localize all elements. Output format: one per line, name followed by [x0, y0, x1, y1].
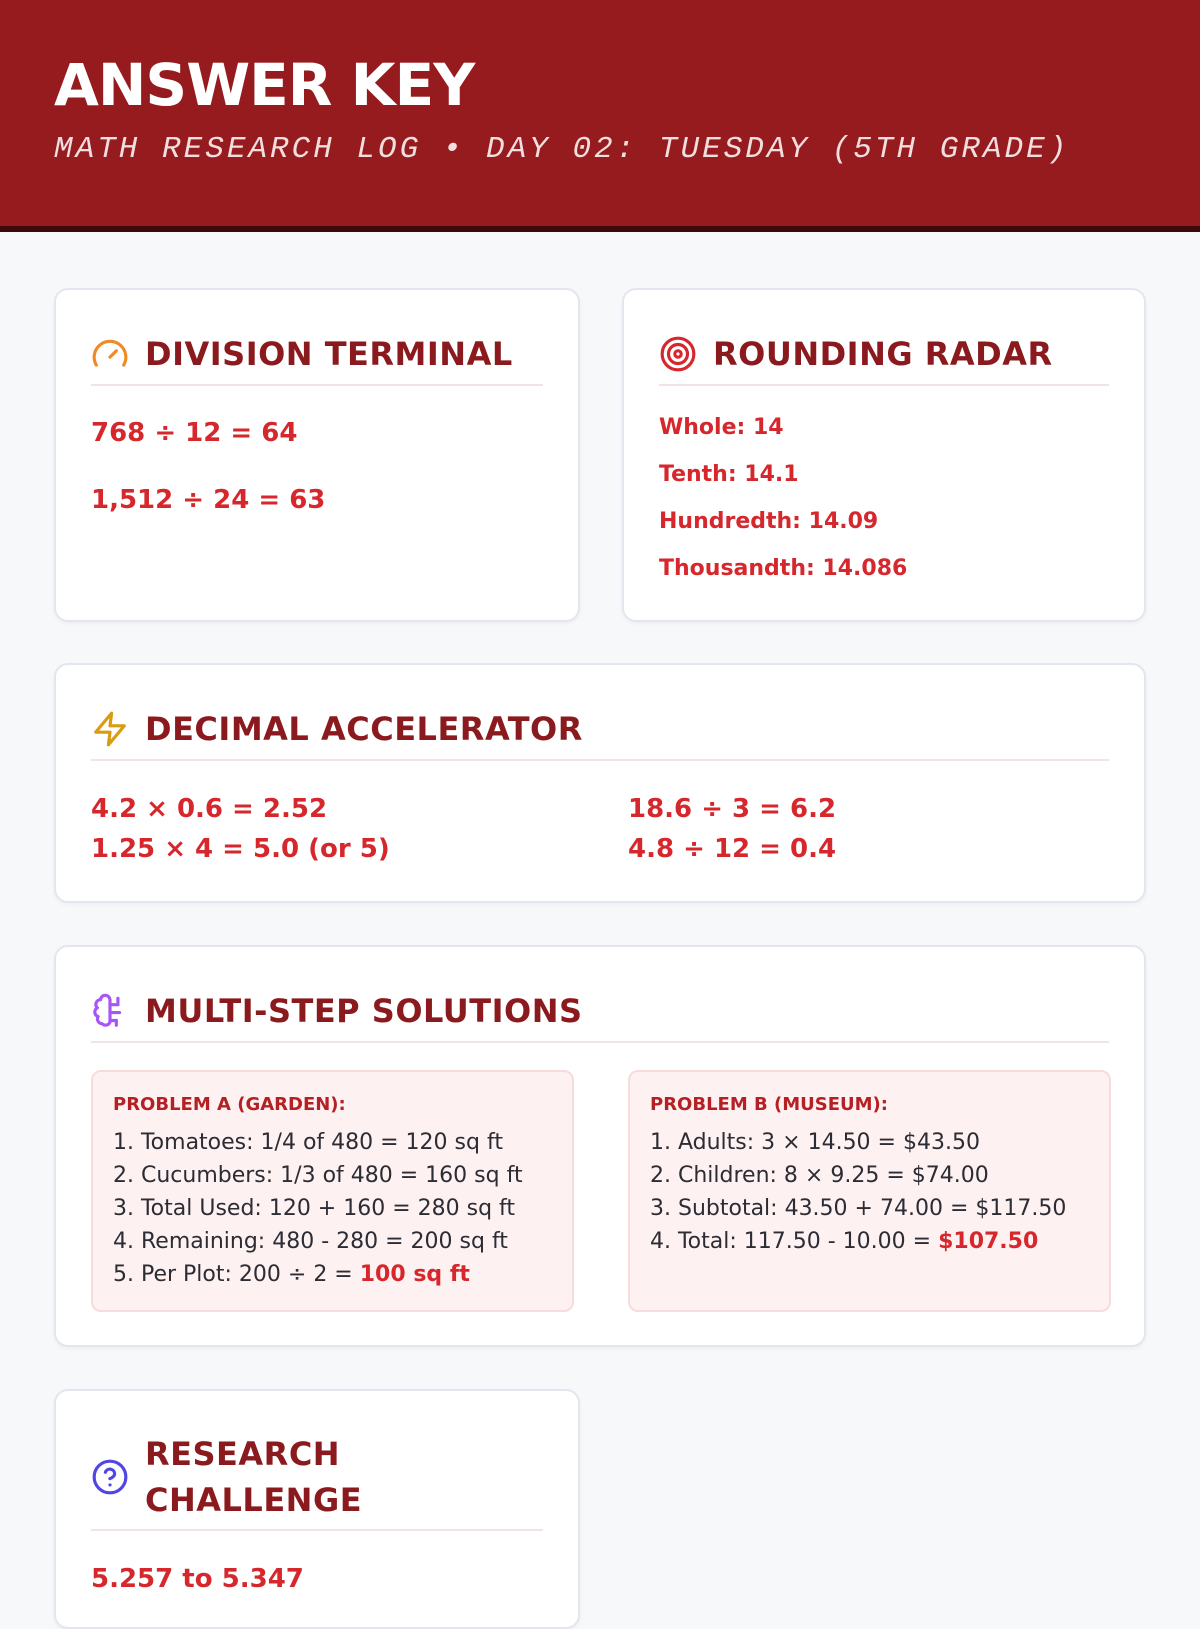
step-text: 5. Per Plot: 200 ÷ 2 =: [113, 1262, 360, 1287]
page-title: ANSWER KEY: [54, 51, 475, 119]
division-terminal-card: [54, 288, 580, 622]
step-item: 2. Children: 8 × 9.25 = $74.00: [650, 1163, 989, 1188]
card-title: DIVISION TERMINAL: [145, 334, 513, 373]
card-title: DECIMAL ACCELERATOR: [145, 709, 583, 748]
final-answer: $107.50: [938, 1229, 1039, 1254]
division-answer: 1,512 ÷ 24 = 63: [91, 485, 326, 515]
step-item: 3. Subtotal: 43.50 + 74.00 = $117.50: [650, 1196, 1067, 1221]
research-challenge-card: [54, 1389, 580, 1629]
page-header: [0, 0, 1200, 232]
decimal-answer: 18.6 ÷ 3 = 6.2: [628, 794, 837, 824]
multi-step-solutions-card: [54, 945, 1146, 1347]
rounding-answer: Hundredth: 14.09: [659, 509, 879, 534]
problem-a-box: [91, 1070, 574, 1312]
problem-b-box: [628, 1070, 1111, 1312]
problem-title: PROBLEM A (GARDEN):: [113, 1094, 346, 1115]
division-answer: 768 ÷ 12 = 64: [91, 418, 298, 448]
decimal-accelerator-card: [54, 663, 1146, 903]
final-answer: 100 sq ft: [359, 1262, 470, 1287]
step-text: 4. Total: 117.50 - 10.00 =: [650, 1229, 939, 1254]
step-item: 3. Total Used: 120 + 160 = 280 sq ft: [113, 1196, 516, 1221]
decimal-answer: 4.2 × 0.6 = 2.52: [91, 794, 328, 824]
step-item: 1. Tomatoes: 1/4 of 480 = 120 sq ft: [113, 1130, 503, 1155]
page-subtitle: MATH RESEARCH LOG • DAY 02: TUESDAY (5TH GRADE): [54, 132, 1070, 167]
step-list: [650, 1126, 1066, 1258]
step-item: [650, 1225, 1066, 1258]
rounding-answer: Whole: 14: [659, 415, 784, 440]
card-title: [145, 1431, 362, 1523]
step-item: 2. Cucumbers: 1/3 of 480 = 160 sq ft: [113, 1163, 523, 1188]
card-header: [91, 981, 1109, 1043]
rounding-radar-card: [622, 288, 1146, 622]
step-item: 4. Remaining: 480 - 280 = 200 sq ft: [113, 1229, 508, 1254]
rounding-answer: Tenth: 14.1: [659, 462, 799, 487]
target-icon: [659, 335, 697, 373]
card-header: [91, 324, 543, 386]
card-title: ROUNDING RADAR: [713, 334, 1053, 373]
title-line: RESEARCH: [145, 1435, 341, 1473]
title-line: CHALLENGE: [145, 1481, 363, 1519]
step-item: [113, 1258, 523, 1291]
card-header: [659, 324, 1109, 386]
decimal-answer: 1.25 × 4 = 5.0 (or 5): [91, 834, 390, 864]
question-circle-icon: [91, 1458, 129, 1496]
gauge-icon: [91, 335, 129, 373]
rounding-answer: Thousandth: 14.086: [659, 556, 908, 581]
decimal-answer: 4.8 ÷ 12 = 0.4: [628, 834, 837, 864]
lightning-icon: [91, 710, 129, 748]
step-list: [113, 1126, 523, 1291]
brain-icon: [91, 992, 129, 1030]
card-header: [91, 699, 1109, 761]
research-answer: 5.257 to 5.347: [91, 1564, 304, 1594]
problem-title: PROBLEM B (MUSEUM):: [650, 1094, 888, 1115]
card-header: [91, 1425, 543, 1531]
card-title: MULTI-STEP SOLUTIONS: [145, 991, 583, 1030]
step-item: 1. Adults: 3 × 14.50 = $43.50: [650, 1130, 980, 1155]
